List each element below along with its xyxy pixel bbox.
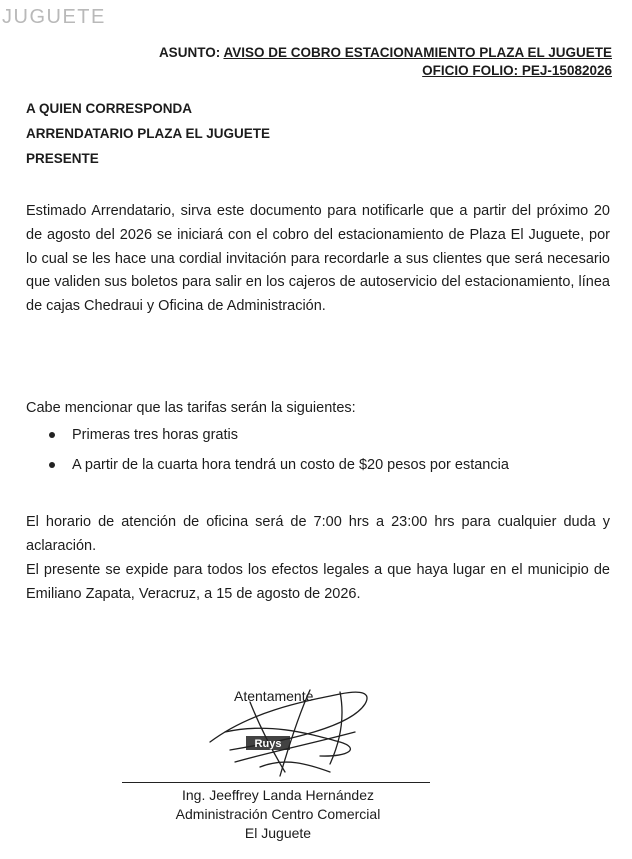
letterhead: JUGUETE <box>2 6 106 28</box>
signer-name: Ing. Jeeffrey Landa Hernández <box>182 787 374 803</box>
addressee-line-2: ARRENDATARIO PLAZA EL JUGUETE <box>26 126 271 141</box>
folio-number: OFICIO FOLIO: PEJ-15082026 <box>422 63 612 78</box>
signer-title: Administración Centro Comercial <box>175 806 381 822</box>
notice-paragraph: Estimado Arrendatario, sirva este documento para notificarle que a partir del próximo 20 de agosto del 2026 se iniciará con el cobro del estacionamiento de Plaza El Juguete, por lo cual se les hace una cordial invitación para recordarle a sus clientes que será necesario que validen sus boletos para salir en los cajeros de autoservicio del estacionamiento, línea de cajas Chedraui y Oficina de Administración. <box>26 203 610 315</box>
subject-block <box>112 44 612 80</box>
addressee-line-3: PRESENTE <box>26 151 99 166</box>
subject-text: AVISO DE COBRO ESTACIONAMIENTO PLAZA EL JUGUETE <box>223 45 612 60</box>
subject-label: ASUNTO: <box>158 45 221 60</box>
office-hours-paragraph: El horario de atención de oficina será de 7:00 hrs a 23:00 hrs para cualquier duda y aclaración. <box>26 514 610 554</box>
addressee-line-1: A QUIEN CORRESPONDA <box>26 101 193 116</box>
legal-paragraph: El presente se expide para todos los efectos legales a que haya lugar en el municipio de Emiliano Zapata, Veracruz, a 15 de agosto de 2026. <box>26 562 610 602</box>
subject-line <box>112 44 612 62</box>
rate-item-paid: A partir de la cuarta hora tendrá un costo de $20 pesos por estancia <box>46 450 509 480</box>
addressee-block <box>26 96 270 171</box>
greeting-text: Atentamente <box>234 688 314 704</box>
handwritten-signature <box>190 672 390 782</box>
signer-block <box>120 786 436 843</box>
svg-text:Ruys: Ruys <box>254 738 282 750</box>
rate-item-free: Primeras tres horas gratis <box>46 420 509 450</box>
rates-intro: Cabe mencionar que las tarifas serán la siguientes: <box>26 400 356 416</box>
closing-block <box>26 510 610 606</box>
signer-organization: El Juguete <box>244 825 312 841</box>
signature-line <box>122 782 430 783</box>
rates-list <box>46 420 509 480</box>
